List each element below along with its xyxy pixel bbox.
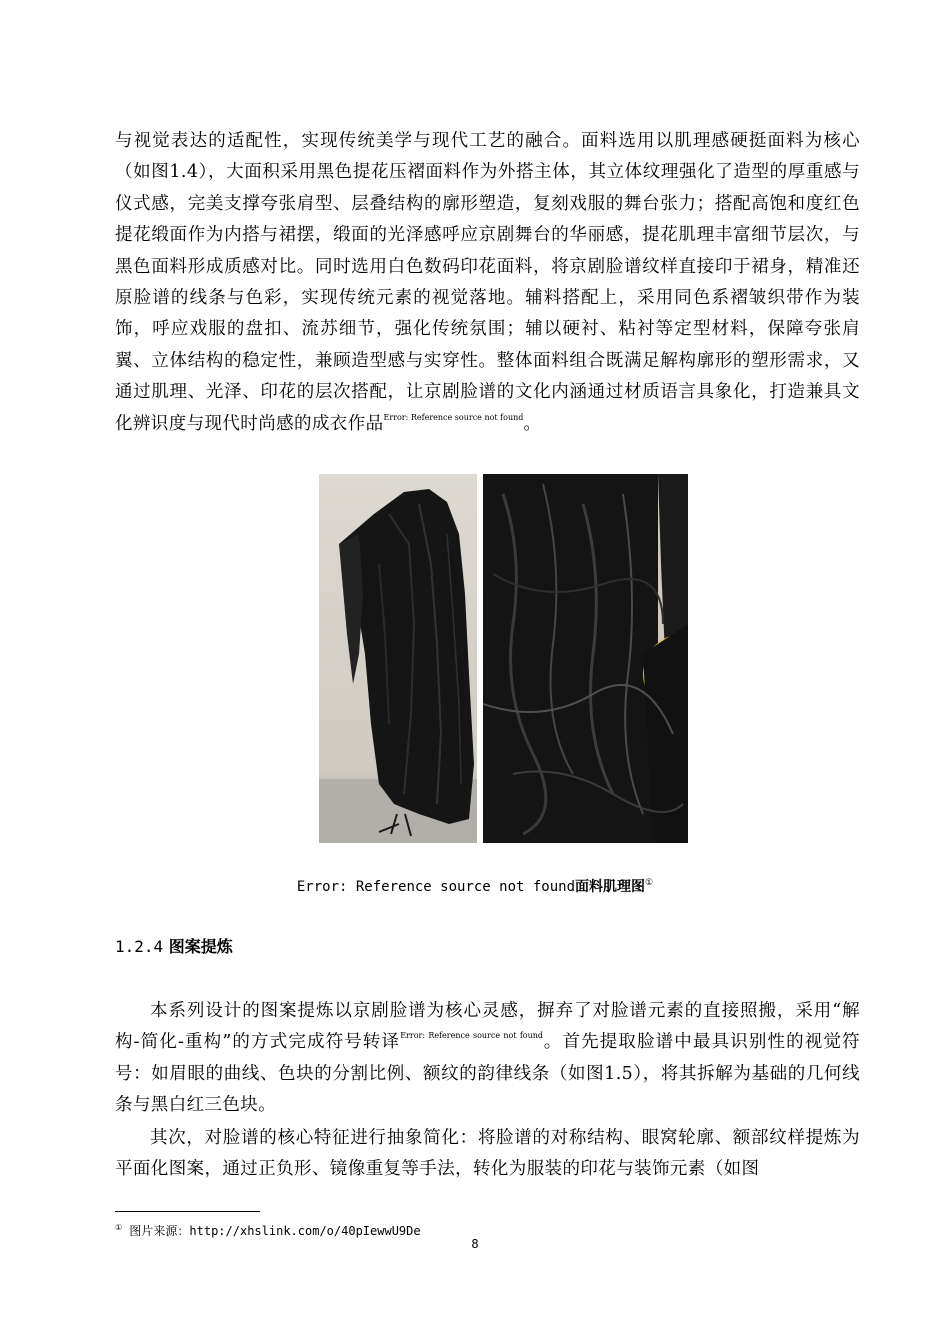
paragraph-text: 与视觉表达的适配性，实现传统美学与现代工艺的融合。面料选用以肌理感硬挺面料为核心（如图1.4），大面积采用黑色提花压褶面料作为外搭主体，其立体纹理强化了造型的厚重感与仪式感，完美支撑夸张肩型、层叠结构的廓形塑造，复刻戏服的舞台张力；搭配高饱和度红色提花缎面作为内搭与裙摆，缎面的光泽感呼应京剧舞台的华丽感，提花肌理丰富细节层次，与黑色面料形成质感对比。同时选用白色数码印花面料，将京剧脸谱纹样直接印于裙身，精准还原脸谱的线条与色彩，实现传统元素的视觉落地。辅料搭配上，采用同色系褶皱织带作为装饰，呼应戏服的盘扣、流苏细节，强化传统氛围；辅以硬衬、粘衬等定型材料，保障夸张肩翼、立体结构的稳定性，兼顾造型感与实穿性。整体面料组合既满足解构廓形的塑形需求，又通过肌理、光泽、印花的层次搭配，让京剧脸谱的文化内涵通过材质语言具象化，打造兼具文化辨识度与现代时尚感的成衣作品 [115,131,860,434]
fabric-texture-figure [319,474,688,843]
paragraph-text-part-b: 。首先提取脸谱中最具识别性的视觉符号：如眉眼的曲线、色块的分割比例、额纹的韵律线条（如图1.5），将其拆解为基础的几何线条与黑白红三色块。 [115,1032,860,1116]
paragraph-abstraction [115,1123,860,1186]
caption-footnote-mark: ① [645,878,654,888]
section-title: 图案提炼 [168,937,233,956]
paragraph-text-part-a: 本系列设计的图案提炼以京剧脸谱为核心灵感，摒弃了对脸谱元素的直接照搬，采用“解构-简化-重构”的方式完成符号转译 [115,1001,860,1053]
reference-error-superscript: Error: Reference source not found [400,1031,544,1041]
paragraph-text: 其次，对脸谱的核心特征进行抽象简化：将脸谱的对称结构、眼窝轮廓、额部纹样提炼为平面化图案，通过正负形、镜像重复等手法，转化为服装的印花与装饰元素（如图 [115,1128,860,1180]
paragraph-pattern-extraction [115,996,860,1122]
garment-on-mannequin-photo [319,474,477,843]
paragraph-fabric-selection [115,126,860,440]
footnote-mark: ① [115,1223,123,1232]
paragraph-end-punctuation: 。 [523,413,542,434]
reference-error-superscript: Error: Reference source not found [383,412,524,422]
section-number: 1.2.4 [115,937,164,956]
figure-caption [0,876,950,896]
page-number: 8 [471,1237,479,1251]
footnote-divider [115,1211,260,1212]
fabric-closeup-photo [483,474,688,843]
section-heading [115,934,233,957]
caption-reference-error: Error: Reference source not found [296,879,576,895]
footnote-text: 图片来源：http://xhslink.com/o/40pIewwU9De [129,1224,421,1238]
caption-title: 面料肌理图 [575,879,646,895]
